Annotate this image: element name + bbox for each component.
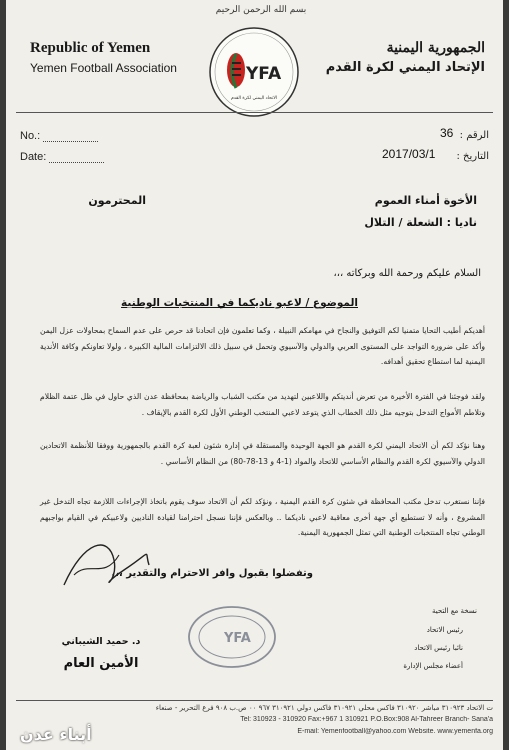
logo-caption: الاتحاد اليمني لكرة القدم bbox=[230, 96, 278, 101]
official-stamp bbox=[186, 604, 278, 670]
cc-title: نسخة مع التحية bbox=[432, 607, 477, 615]
association-name-ar: الإتحاد اليمني لكرة القدم bbox=[325, 60, 485, 75]
cc-item-1: رئيس الاتحاد bbox=[426, 626, 463, 634]
association-name-en: Yemen Football Association bbox=[30, 61, 177, 75]
paragraph-1: أهديكم أطيب التحايا متمنيا لكم التوفيق والنجاح في مهامكم النبيلة ، وكما تعلمون فإن اتحادنا قد حرص على عدم السماح بمحاولات عزل اليمن وأكد على ضرورة التواجد على المستوى العربي والدولي والآسيوي وتحمل في سبيل ذلك الالتزامات المالية الكبيرة ، ولولا تعاونكم وكافة الأندية اليمنية لما استطاع تحقيق أهدافه. bbox=[40, 326, 485, 366]
letter-date: 2017/03/1 bbox=[382, 147, 436, 161]
stamp-text: YFA bbox=[224, 631, 251, 646]
paragraph-4: فإننا نستغرب تدخل مكتب المحافظة في شئون كرة القدم اليمنية ، ونؤكد لكم أن الاتحاد سوف يقوم باتخاذ الإجراءات اللازمة تجاه التدخل غير المشروع ، وأنه لا تستطيع أي جهة أخرى معاقبة لاعبي ناديكما .. وبالعكس فإننا نسجل احترامنا لقيادة الناديين ولاعبيكم في القيام بواجبهم الوطني تجاه المنتخبات الوطنية التي تمثل الجمهورية اليمنية. bbox=[40, 497, 485, 537]
date-field-en bbox=[20, 151, 104, 163]
date-dotted-line bbox=[49, 162, 104, 163]
subject-line: الموضوع / لاعبو ناديكما في المنتخبات الوطنية bbox=[121, 297, 358, 309]
closing-line: وتفضلوا بقبول وافر الاحترام والتقدير ،،، bbox=[111, 568, 313, 579]
signatory-name: د. حميد الشيباني bbox=[61, 636, 141, 647]
date-label-en: Date: bbox=[20, 151, 47, 163]
yfa-logo bbox=[206, 24, 302, 120]
header-english bbox=[30, 40, 177, 75]
date-label-ar: التاريخ : bbox=[456, 151, 489, 162]
footer-email-web: E-mail: Yemenfootball@yahoo.com Website. www.yemenfa.org bbox=[297, 728, 493, 735]
letter-page bbox=[6, 0, 503, 750]
number-dotted-line bbox=[43, 141, 98, 142]
addressee-honorific: المحترمون bbox=[88, 194, 146, 207]
addressee-line1: الأخوة أمناء العموم bbox=[374, 194, 477, 207]
watermark-brand: أبناء عدن bbox=[20, 725, 92, 744]
footer-arabic: ت الاتحاد ٣١٠٩٢٣ مباشر ٣١٠٩٢٠ فاكس محلي ٣١٠٩٢١ فاكس دولي ٣١٠٩٢١ ٩٦٧ ٠٠ ص.ب ٩٠٨ فرع التحرير - صنعاء bbox=[155, 704, 493, 712]
number-label-ar: الرقم : bbox=[459, 130, 489, 141]
signatory-title: الأمين العام bbox=[63, 656, 139, 671]
addressee-line2: ناديا : الشعلة / التلال bbox=[364, 216, 477, 229]
header-divider bbox=[16, 112, 493, 113]
paragraph-3: وهنا نؤكد لكم أن الاتحاد اليمني لكرة القدم هو الجهة الوحيدة والمستقلة في إدارة شئون لعبة كرة القدم بالجمهورية ووفقا للأنظمة الاتحادين الدولي والآسيوي لكرة القدم والنظام الأساسي للاتحاد والمواد (1-4 و 13-78-80) من النظام الأساسي . bbox=[40, 441, 485, 466]
number-label-en: No.: bbox=[20, 130, 41, 142]
paragraph-2: ولقد فوجئنا في الفترة الأخيرة من تعرض أنديتكم واللاعبين لتهديد من مكتب الشباب والرياضة بمحافظة عدن الذي حاول في ظل عتمة الظلام وتلاطم الأمواج التدخل بتوجيه مثل ذلك الخطاب الذي يتوعد لاعبي المنتخب الوطني الأول لكرة القدم بالإيقاف . bbox=[40, 392, 485, 417]
country-name-ar: الجمهورية اليمنية bbox=[386, 40, 485, 56]
greeting: السلام عليكم ورحمة الله وبركاته ،،، bbox=[333, 268, 481, 279]
letter-number: 36 bbox=[440, 126, 454, 140]
logo-text: YFA bbox=[246, 64, 282, 84]
cc-item-2: نائبا رئيس الاتحاد bbox=[414, 644, 463, 652]
footer-contact: Tel: 310923 - 310920 Fax:+967 1 310921 P.O.Box:908 Al-Tahreer Branch- Sana'a bbox=[240, 716, 493, 723]
cc-item-3: أعضاء مجلس الإدارة bbox=[403, 662, 463, 670]
header-arabic bbox=[326, 40, 485, 75]
signature-scribble bbox=[54, 530, 154, 600]
footer-divider bbox=[16, 700, 493, 701]
number-field-en bbox=[20, 130, 98, 142]
basmala: بسم الله الرحمن الرحيم bbox=[215, 5, 307, 15]
country-name-en: Republic of Yemen bbox=[30, 40, 151, 56]
